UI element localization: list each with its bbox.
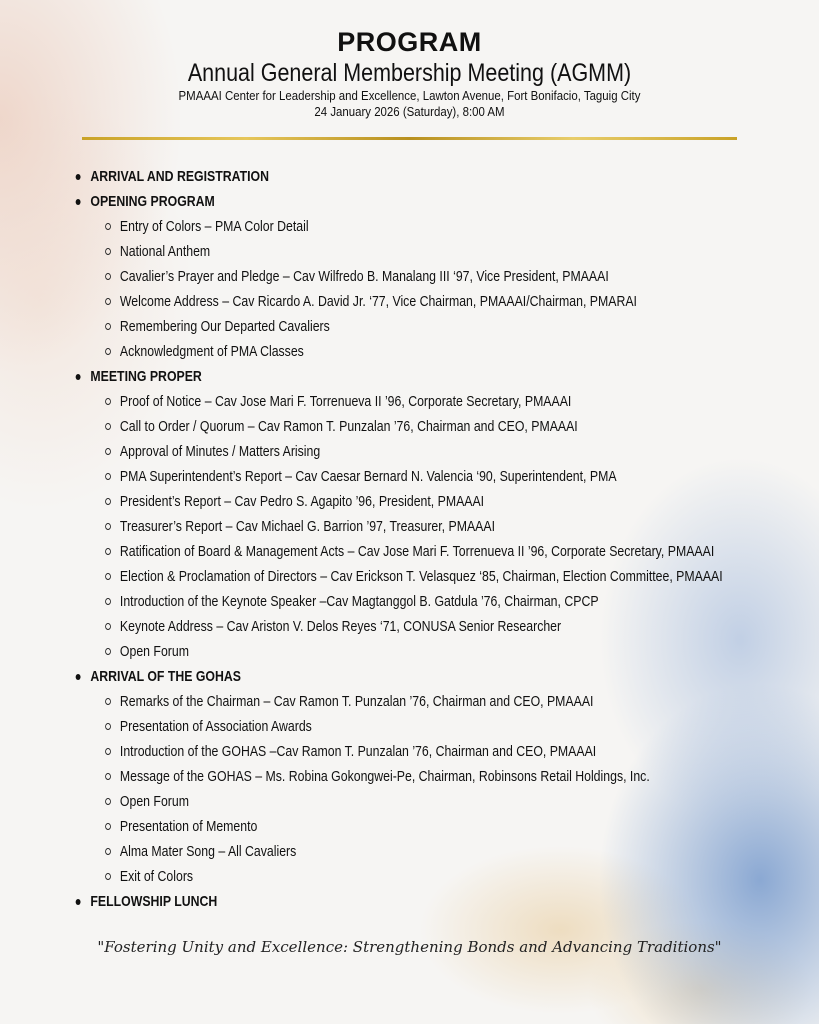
hollow-bullet-icon (105, 648, 111, 655)
item-label: Acknowledgment of PMA Classes (119, 343, 304, 360)
item-label: Treasurer’s Report – Cav Michael G. Barrion ’97, Treasurer, PMAAAI (119, 518, 495, 535)
program-item (74, 292, 746, 317)
item-label: Ratification of Board & Management Acts – Cav Jose Mari F. Torrenueva II ’96, Corporate Secretary, PMAAAI (119, 543, 715, 560)
hollow-bullet-icon (105, 748, 111, 755)
program-section (74, 367, 746, 392)
program-item (74, 742, 746, 767)
bullet-icon (76, 899, 81, 905)
program-item (74, 342, 746, 367)
item-label: Open Forum (119, 793, 189, 810)
item-label: Keynote Address – Cav Ariston V. Delos Reyes ‘71, CONUSA Senior Researcher (119, 618, 562, 635)
item-label: Entry of Colors – PMA Color Detail (119, 218, 309, 235)
hollow-bullet-icon (105, 223, 111, 230)
hollow-bullet-icon (105, 823, 111, 830)
section-label: OPENING PROGRAM (90, 193, 215, 210)
gold-divider (82, 137, 737, 140)
program-section (74, 192, 746, 217)
hollow-bullet-icon (105, 448, 111, 455)
item-label: Introduction of the GOHAS –Cav Ramon T. Punzalan ’76, Chairman and CEO, PMAAAI (119, 743, 597, 760)
item-label: Election & Proclamation of Directors – Cav Erickson T. Velasquez ‘85, Chairman, Election Committee, PMAAAI (119, 568, 723, 585)
program-item (74, 817, 746, 842)
hollow-bullet-icon (105, 798, 111, 805)
hollow-bullet-icon (105, 573, 111, 580)
item-label: Presentation of Association Awards (119, 718, 312, 735)
program-item (74, 842, 746, 867)
hollow-bullet-icon (105, 598, 111, 605)
closing-quote: "Fostering Unity and Excellence: Strengthening Bonds and Advancing Traditions" (97, 938, 722, 956)
hollow-bullet-icon (105, 698, 111, 705)
hollow-bullet-icon (105, 473, 111, 480)
hollow-bullet-icon (105, 273, 111, 280)
program-item (74, 267, 746, 292)
hollow-bullet-icon (105, 498, 111, 505)
hollow-bullet-icon (105, 423, 111, 430)
item-label: Call to Order / Quorum – Cav Ramon T. Punzalan ’76, Chairman and CEO, PMAAAI (119, 418, 578, 435)
item-label: Remarks of the Chairman – Cav Ramon T. Punzalan ’76, Chairman and CEO, PMAAAI (119, 693, 594, 710)
program-item (74, 867, 746, 892)
hollow-bullet-icon (105, 523, 111, 530)
hollow-bullet-icon (105, 248, 111, 255)
event-title: Annual General Membership Meeting (AGMM) (187, 59, 632, 87)
section-label: ARRIVAL AND REGISTRATION (90, 168, 269, 185)
item-label: Alma Mater Song – All Cavaliers (119, 843, 297, 860)
item-label: President’s Report – Cav Pedro S. Agapito ’96, President, PMAAAI (119, 493, 485, 510)
item-label: Approval of Minutes / Matters Arising (119, 443, 321, 460)
hollow-bullet-icon (105, 348, 111, 355)
hollow-bullet-icon (105, 723, 111, 730)
item-label: National Anthem (119, 243, 211, 260)
item-label: Exit of Colors (119, 868, 194, 885)
program-item (74, 417, 746, 442)
program-list (74, 167, 746, 917)
program-item (74, 617, 746, 642)
program-header (0, 26, 819, 120)
section-label: FELLOWSHIP LUNCH (90, 893, 218, 910)
bullet-icon (76, 674, 81, 680)
program-section (74, 667, 746, 692)
bullet-icon (76, 374, 81, 380)
bullet-icon (76, 174, 81, 180)
item-label: Open Forum (119, 643, 189, 660)
program-item (74, 642, 746, 667)
program-item (74, 492, 746, 517)
section-label: ARRIVAL OF THE GOHAS (90, 668, 241, 685)
item-label: Cavalier’s Prayer and Pledge – Cav Wilfredo B. Manalang III ‘97, Vice President, PMAAAI (119, 268, 609, 285)
program-item (74, 517, 746, 542)
program-item (74, 467, 746, 492)
bullet-icon (76, 199, 81, 205)
item-label: PMA Superintendent’s Report – Cav Caesar Bernard N. Valencia ‘90, Superintendent, PMA (119, 468, 617, 485)
event-venue: PMAAAI Center for Leadership and Excellence, Lawton Avenue, Fort Bonifacio, Taguig City (178, 88, 641, 103)
hollow-bullet-icon (105, 873, 111, 880)
hollow-bullet-icon (105, 848, 111, 855)
item-label: Message of the GOHAS – Ms. Robina Gokongwei-Pe, Chairman, Robinsons Retail Holdings, Inc. (119, 768, 650, 785)
hollow-bullet-icon (105, 773, 111, 780)
program-item (74, 692, 746, 717)
program-item (74, 542, 746, 567)
program-item (74, 317, 746, 342)
hollow-bullet-icon (105, 298, 111, 305)
program-item (74, 567, 746, 592)
hollow-bullet-icon (105, 398, 111, 405)
program-section (74, 167, 746, 192)
program-item (74, 217, 746, 242)
section-label: MEETING PROPER (90, 368, 202, 385)
event-date: 24 January 2026 (Saturday), 8:00 AM (314, 104, 505, 119)
program-section (74, 892, 746, 917)
program-item (74, 792, 746, 817)
hollow-bullet-icon (105, 548, 111, 555)
hollow-bullet-icon (105, 323, 111, 330)
program-item (74, 717, 746, 742)
program-item (74, 242, 746, 267)
program-item (74, 392, 746, 417)
hollow-bullet-icon (105, 623, 111, 630)
program-item (74, 442, 746, 467)
program-item (74, 767, 746, 792)
program-item (74, 592, 746, 617)
item-label: Welcome Address – Cav Ricardo A. David Jr. ‘77, Vice Chairman, PMAAAI/Chairman, PMARAI (119, 293, 637, 310)
item-label: Presentation of Memento (119, 818, 258, 835)
item-label: Proof of Notice – Cav Jose Mari F. Torrenueva II ’96, Corporate Secretary, PMAAAI (119, 393, 572, 410)
item-label: Introduction of the Keynote Speaker –Cav Magtanggol B. Gatdula ’76, Chairman, CPCP (119, 593, 599, 610)
program-title: PROGRAM (337, 27, 482, 57)
item-label: Remembering Our Departed Cavaliers (119, 318, 330, 335)
